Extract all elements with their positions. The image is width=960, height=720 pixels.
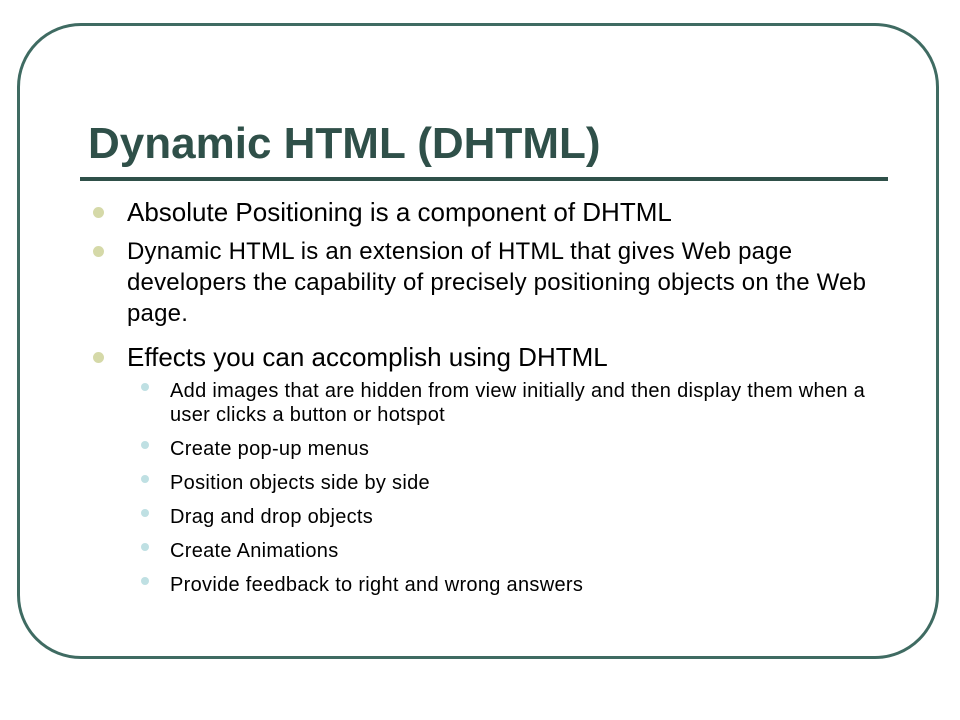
slide-title: Dynamic HTML (DHTML) xyxy=(88,119,601,168)
title-underline xyxy=(80,177,888,181)
bullet-item xyxy=(90,341,870,373)
bullet-dot-icon xyxy=(93,207,104,218)
bullet-text: Effects you can accomplish using DHTML xyxy=(127,342,608,372)
sub-bullet-text: Drag and drop objects xyxy=(170,506,374,528)
bullet-text: Dynamic HTML is an extension of HTML that gives Web page developers the capability of precisely positioning objects on the Web page. xyxy=(127,238,867,327)
bullet-item xyxy=(90,236,870,329)
sub-bullet-text: Position objects side by side xyxy=(170,472,430,494)
sub-bullet-item xyxy=(90,573,870,597)
sub-bullet-text: Create pop-up menus xyxy=(170,438,370,460)
bullet-dot-icon xyxy=(93,246,104,257)
sub-bullet-dot-icon xyxy=(141,577,149,585)
sub-bullet-item xyxy=(90,379,870,427)
bullet-dot-icon xyxy=(93,352,104,363)
bullet-item xyxy=(90,196,870,228)
sub-bullet-dot-icon xyxy=(141,441,149,449)
sub-bullet-text: Add images that are hidden from view initially and then display them when a user clicks a button or hotspot xyxy=(170,380,866,426)
sub-bullet-item xyxy=(90,471,870,495)
sub-bullet-dot-icon xyxy=(141,383,149,391)
sub-bullet-text: Create Animations xyxy=(170,540,339,562)
sub-bullet-item xyxy=(90,505,870,529)
sub-bullet-item xyxy=(90,437,870,461)
bullet-list xyxy=(90,196,870,607)
sub-bullet-dot-icon xyxy=(141,543,149,551)
sub-bullet-dot-icon xyxy=(141,475,149,483)
sub-bullet-item xyxy=(90,539,870,563)
bullet-text: Absolute Positioning is a component of DHTML xyxy=(127,197,672,227)
sub-bullet-text: Provide feedback to right and wrong answers xyxy=(170,574,584,596)
sub-bullet-dot-icon xyxy=(141,509,149,517)
